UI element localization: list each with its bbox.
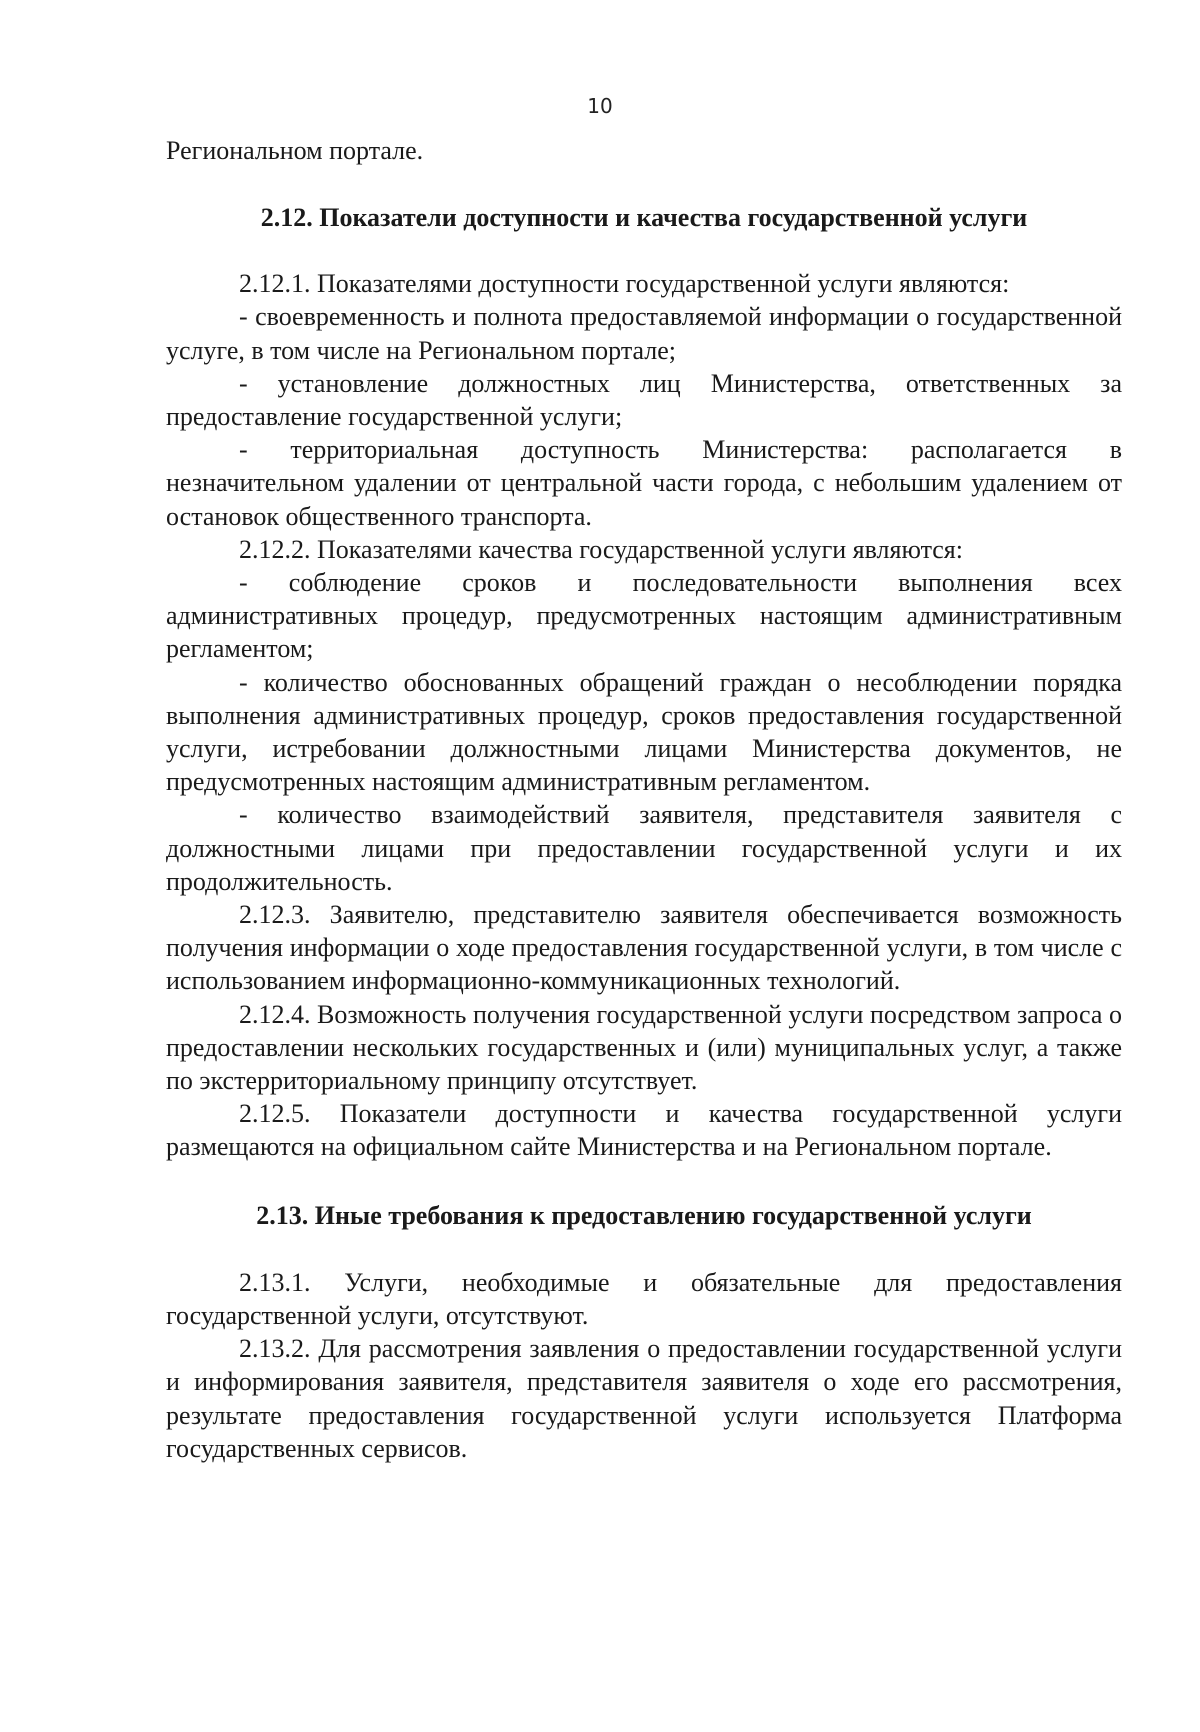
list-item: - соблюдение сроков и последовательности выполнения всех административных процедур, предусмотренных настоящим административным регламентом; <box>166 568 1122 664</box>
paragraph-2-12-1: 2.12.1. Показателями доступности государственной услуги являются: <box>239 269 1010 299</box>
paragraph-2-12-5: 2.12.5. Показатели доступности и качества государственной услуги размещаются на официальном сайте Министерства и на Региональном портале. <box>166 1099 1122 1162</box>
section-heading-2-12: 2.12. Показатели доступности и качества государственной услуги <box>260 203 1028 233</box>
paragraph-2-13-1: 2.13.1. Услуги, необходимые и обязательные для предоставления государственной услуги, отсутствуют. <box>166 1267 1122 1330</box>
document-body <box>166 134 1122 1465</box>
page-number: 10 <box>587 94 613 118</box>
list-item: - количество обоснованных обращений граждан о несоблюдении порядка выполнения административных процедур, сроков предоставления государственной услуги, истребовании должностными лицами Министерства документов, не предусмотренных настоящим административным регламентом. <box>166 667 1122 797</box>
section-heading-2-13: 2.13. Иные требования к предоставлению государственной услуги <box>256 1200 1032 1230</box>
list-item: - своевременность и полнота предоставляемой информации о государственной услуге, в том числе на Региональном портале; <box>166 302 1122 365</box>
paragraph-2-12-2: 2.12.2. Показателями качества государственной услуги являются: <box>239 534 963 564</box>
list-item: - установление должностных лиц Министерства, ответственных за предоставление государственной услуги; <box>166 368 1122 432</box>
list-item: - количество взаимодействий заявителя, представителя заявителя с должностными лицами при предоставлении государственной услуги и их продолжительность. <box>166 800 1122 896</box>
list-item: - территориальная доступность Министерства: располагается в незначительном удалении от центральной части города, с небольшим удалением от остановок общественного транспорта. <box>166 435 1122 531</box>
lead-fragment: Региональном портале. <box>166 136 424 165</box>
paragraph-2-12-3: 2.12.3. Заявителю, представителю заявителя обеспечивается возможность получения информации о ходе предоставления государственной услуги, в том числе с использованием информационно-коммуникационных технологий. <box>166 900 1122 996</box>
paragraph-2-13-2: 2.13.2. Для рассмотрения заявления о предоставлении государственной услуги и информирования заявителя, представителя заявителя о ходе его рассмотрения, результате предоставления государственной услуги используется Платформа государственных сервисов. <box>166 1334 1122 1463</box>
paragraph-2-12-4: 2.12.4. Возможность получения государственной услуги посредством запроса о предоставлении нескольких государственных и (или) муниципальных услуг, а также по экстерриториальному принципу отсутствует. <box>166 999 1122 1096</box>
